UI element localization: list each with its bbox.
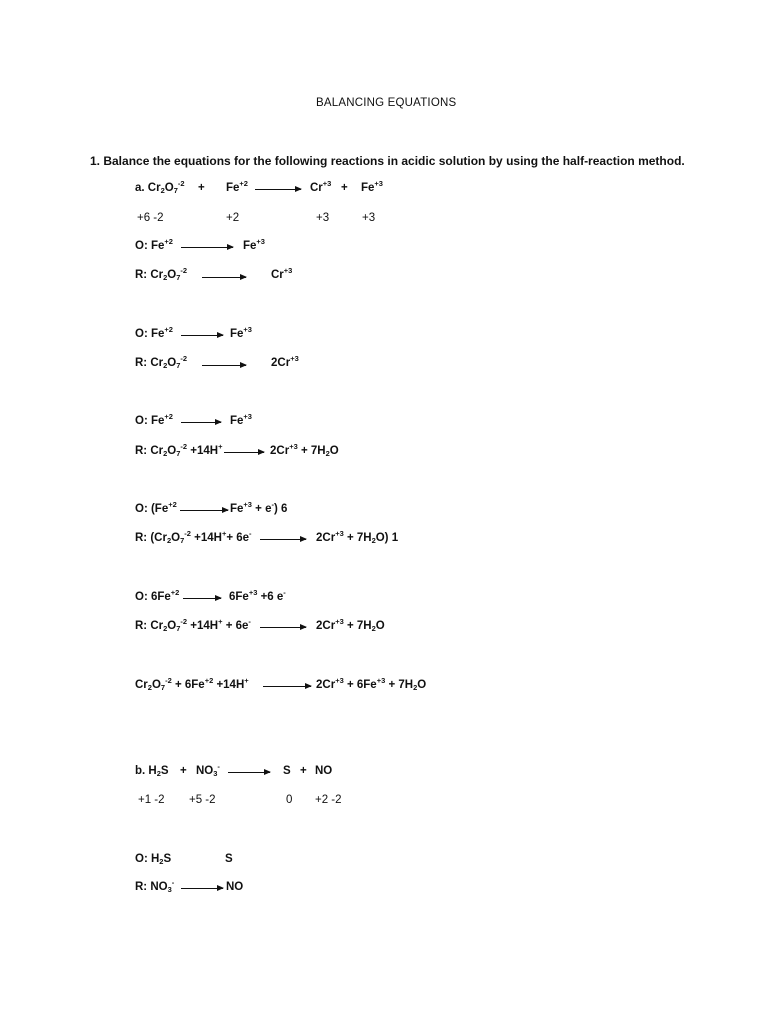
product-fe: $Fe^{+3}$	[361, 179, 383, 194]
reaction-arrow	[181, 422, 221, 423]
reaction-arrow	[228, 772, 270, 773]
reactant-fe: $Fe^{+2}$	[226, 179, 248, 194]
reaction-arrow	[181, 247, 233, 248]
reaction-arrow	[202, 365, 246, 366]
product-cr: $Cr^{+3}$	[310, 179, 332, 194]
product-no: NO	[315, 765, 333, 777]
reaction-arrow	[180, 510, 228, 511]
plus-sign: +	[300, 765, 307, 777]
ox-state: +5 -2	[189, 794, 216, 806]
reaction-arrow	[255, 189, 301, 190]
ox-state: +1 -2	[138, 794, 165, 806]
ox-state: +2 -2	[315, 794, 342, 806]
ox-state: 0	[286, 794, 293, 806]
question-1: 1. Balance the equations for the following reactions in acidic solution by using the half-reaction method.	[90, 154, 685, 168]
reaction-arrow	[260, 539, 306, 540]
ox-state: +3	[316, 212, 330, 224]
reaction-arrow	[263, 686, 311, 687]
half-product: S	[225, 853, 233, 865]
reaction-arrow	[183, 598, 221, 599]
product-s: S	[283, 765, 291, 777]
ox-state: +2	[226, 212, 240, 224]
reaction-arrow	[181, 888, 223, 889]
ox-state: +3	[362, 212, 376, 224]
reaction-arrow	[181, 335, 223, 336]
part-b-label: b.	[135, 765, 146, 777]
plus-sign: +	[180, 765, 187, 777]
reaction-arrow	[202, 277, 246, 278]
part-a-label: a. $Cr_2O_7^{-2}$	[135, 179, 185, 195]
plus-sign: +	[198, 182, 205, 194]
page-title: BALANCING EQUATIONS	[316, 97, 457, 109]
reaction-arrow	[224, 452, 264, 453]
half-product: NO	[226, 881, 244, 893]
ox-state: +6 -2	[137, 212, 164, 224]
plus-sign: +	[341, 182, 348, 194]
reaction-arrow	[260, 627, 306, 628]
